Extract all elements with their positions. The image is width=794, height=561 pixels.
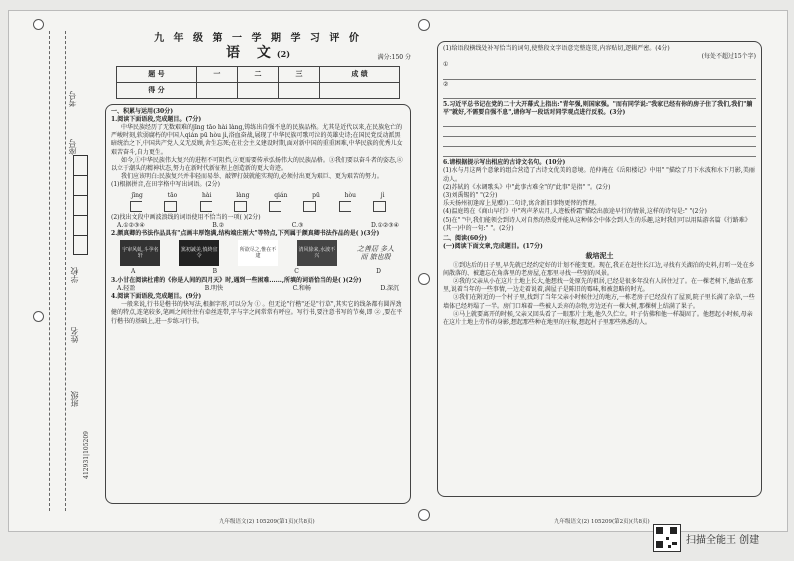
- name-label: 姓名: [70, 327, 79, 343]
- binding-hole: [33, 19, 44, 30]
- score-table: [116, 66, 400, 99]
- calligraphy-image: 之善居 多人而 旅也殷: [356, 245, 395, 262]
- binding-margin: [9, 11, 97, 531]
- right-page: [437, 41, 762, 511]
- question-6-item: (4)温庭筠在《商山早行》中"鸡声茅店月,人迹板桥霜"描绘出旅途早行的情景,这样的诗句是:" "(2分): [443, 208, 707, 216]
- answer-line[interactable]: [443, 148, 756, 157]
- score-value-row: [117, 82, 400, 98]
- seat-number-boxes: [73, 155, 88, 255]
- binding-hole: [33, 311, 44, 322]
- option[interactable]: B.明快: [204, 284, 224, 292]
- answer-line[interactable]: [443, 128, 756, 137]
- score-cell: 得 分: [117, 82, 197, 98]
- question-6-heading: 6.请根据提示写出相应的古诗文名句。(10分): [443, 159, 566, 167]
- character-grid[interactable]: [119, 201, 397, 212]
- qr-code-icon: [653, 524, 681, 552]
- score-cell: 一: [196, 66, 237, 82]
- score-input[interactable]: [320, 82, 400, 98]
- question-1-heading: 1.阅读下面语段,完成题目。(7分): [111, 115, 202, 123]
- question-5-heading: 5.习近平总书记在党的二十大开幕式上指出:"青年强,则国家强。"而有同学说:"我家已经有你的房子住了我们,我们"躺平"就好,不需要自强不息",请你写一段话对同学观点进行反驳。(3分): [443, 100, 753, 117]
- answer-label: ①: [443, 61, 449, 69]
- section-one-panel: [105, 104, 411, 504]
- question-6-item: (5)在" "中,我们能领会到诗人对自然的热爱并能从这种体会中体会到人生的乐趣,这时我们可以用陆游名篇《行路难》(其一)中的一句:" "。(2分): [443, 216, 751, 232]
- section-heading: 二、阅读(60分): [443, 235, 488, 243]
- school-label: 学校: [70, 267, 79, 283]
- pinyin: tāo: [167, 191, 178, 199]
- score-cell: 成 绩: [320, 66, 400, 82]
- pinyin: làng: [236, 191, 250, 199]
- subject-name: 语 文: [225, 45, 277, 62]
- full-score: 满分:150 分: [377, 54, 411, 62]
- option[interactable]: D.深沉: [380, 284, 399, 292]
- cut-line: [65, 31, 66, 511]
- question-2-options: [111, 268, 405, 276]
- answer-line[interactable]: [443, 138, 756, 147]
- pinyin: hài: [202, 191, 212, 199]
- option[interactable]: C.③: [291, 222, 304, 230]
- reading-heading: (一)阅读下面文章,完成题目。(17分): [443, 243, 543, 251]
- option[interactable]: C.和畅: [292, 284, 311, 292]
- question-1-text: 如今,①中华民族伟大复兴的进程不可阻挡,②更需要传承弘扬伟大的民族品格。③我们要以奋斗者的姿态,④以立于潮头的精神状态,努力在新时代新征程上创造新的更大奇迹。: [111, 156, 403, 173]
- essay-paragraph: ②我的父亲从小在这片土地上长大,他想找一处原先的祖居,已经是很多年没有人居住过了。在一棵老树下,他站在那里,说着当年的一些事情,一边走着说着,满屋子是陈旧的霉味,和被忽略的时光。: [443, 278, 753, 294]
- binding-hole: [418, 509, 430, 521]
- answer-label: ②: [443, 80, 449, 88]
- exam-sheet: [8, 10, 788, 532]
- calligraphy-image: 清风徐来,水波不兴: [297, 240, 337, 266]
- score-input[interactable]: [237, 82, 278, 98]
- score-cell: 二: [237, 66, 278, 82]
- question-1-text: 中华民族经历了无数艰难的jīng tāo hài làng,铸练出自强不息的民族品格。尤其是近代以来,在民族危亡的严峻时刻,软弱腐朽的中国人qián pū hòu jì,浴血奋战,展现了中华民族可歌可泣的英雄史诗;在国民党反动派黑暗统治之下,中国共产党人义无反顾,舍生忘死;在社会主义建设时期,面对新中国的重重困难,中华民族的优秀儿女艰苦奋斗,自力更生。: [111, 124, 403, 156]
- binding-hole: [418, 273, 430, 285]
- question-3-options: [111, 285, 405, 293]
- option[interactable]: D.①②③④: [370, 222, 399, 230]
- exam-title: 九 年 级 第 一 学 期 学 习 评 价: [154, 33, 362, 44]
- question-6-item: 乐天扬州初逢席上见赠》)二句诗,寓含新旧事物更替的哲理。: [443, 200, 601, 208]
- option[interactable]: C: [294, 268, 299, 276]
- cut-line: [49, 31, 50, 511]
- score-header-row: [117, 66, 400, 82]
- binding-hole: [418, 19, 430, 31]
- calligraphy-image: 篤初誠美,慎終宜令: [179, 240, 219, 266]
- question-3-heading: 3.小甘在阅读杜甫的《你是人间的四月天》时,遇到一些困难......,所填的词语恰当的是( )(2分): [111, 276, 362, 284]
- pinyin: jīng: [131, 191, 143, 199]
- calligraphy-image: 所欲尽之,惟在不逮: [238, 240, 278, 266]
- question-6-item: (3)刘禹锡的" "(2分): [443, 192, 498, 200]
- left-page: [105, 33, 411, 511]
- page-1-footer: 九年级语文(2) 105209(第1页)(共8页): [219, 519, 315, 525]
- essay-title: 裁培泥土: [585, 251, 614, 261]
- pinyin: qián: [274, 191, 288, 199]
- option[interactable]: A.轻盈: [117, 284, 136, 292]
- question-1-sub1: (1)根据拼音,在田字格中写出词语。(2分): [111, 181, 220, 189]
- question-1-sub2: (2)找出文段中画波浪线的词语使用不恰当的一项( )(2分): [111, 213, 261, 221]
- question-4-text: 一般来说,行书是楷书的快写法,根据字形,可以分为 ① 。但无论"行楷"还是"行草",其实它的线条都有圆浑劲健的特点,连笔较多,笔画之间往往有牵丝连带,字与字之间常常有呼应。写行书,要注意书写的节奏,即 ② ,要在平行楷书的基础上,进一步练习行书。: [111, 301, 403, 325]
- question-4-sub1: (1)给语段横线处补写恰当的词句,使整段文字语意完整连贯,内容贴切,逻辑严密。(4分): [443, 45, 670, 52]
- answer-line[interactable]: [443, 71, 756, 80]
- pinyin: pū: [312, 191, 320, 199]
- option[interactable]: A: [131, 268, 136, 276]
- score-input[interactable]: [196, 82, 237, 98]
- question-4-note: (每处不超过15个字): [701, 53, 756, 61]
- essay-paragraph: ④马上就要离开的时候,父亲又回头看了一眼那片土地,他久久伫立。叶子仿佛和他一样凝固了。他想起小时候,母亲在这片土地上劳作的身影,想起那些种在地里的庄稼,想起村子里那些熟悉的人。: [443, 310, 753, 327]
- essay-paragraph: ③我们在附近的一个村子里,找到了当年父亲小时候住过的地方,一栋老房子已经没有了屋顶,院子里长满了杂草,一些墙体已经坍塌了一半。房门口堆着一些被人丢弃的杂物,旁边还有一棵大树,那棵树上结满了果子。: [443, 294, 755, 310]
- seat-label: 座号: [68, 139, 77, 155]
- option[interactable]: B: [212, 268, 218, 276]
- calligraphy-image: 宇审风虬,斗孕名轩: [120, 240, 160, 266]
- answer-line[interactable]: [443, 118, 756, 127]
- answer-line[interactable]: [443, 90, 756, 99]
- question-4-heading: 4.阅读下面语段,完成题目。(9分): [111, 293, 202, 301]
- question-6-item: (1)水与月这两个意象的组合营造了古诗文优美的意境。范仲淹在《岳阳楼记》中用" "描绘了月下水波和水下月影,美丽动人。: [443, 167, 755, 183]
- class-label: 班级: [70, 391, 79, 407]
- page-2-footer: 九年级语文(2) 105209(第2页)(共8页): [554, 519, 650, 525]
- scanner-brand: 扫描全能王 创建: [686, 535, 760, 546]
- essay-paragraph: ①到达后的日子里,早先就已经约定好的计划不能变更。现在,我正在赶往长江边,寻找有关湖泊的史料,打听一处在乡间散落的、被遗忘在角落里的老房屋,在那里寻找一些别的风景。: [443, 261, 755, 277]
- question-6-item: (2)苏轼的《水调歌头》中"此事古难全"的"此事"是指" "。(2分): [443, 183, 611, 191]
- pinyin: jì: [380, 191, 385, 199]
- pinyin-row: [119, 192, 397, 200]
- exam-no-label: 考号: [68, 91, 77, 107]
- pinyin: hòu: [344, 191, 357, 199]
- score-cell: 题 号: [117, 66, 197, 82]
- exam-code: 412931|105209: [83, 431, 90, 479]
- option[interactable]: D: [376, 268, 381, 276]
- score-cell: 三: [279, 66, 320, 82]
- subject-number: (2): [276, 49, 290, 60]
- question-2-heading: 2.颜真卿的书法作品具有"点画丰厚饱满,结构端庄刚大"等特点,下列属于颜真卿书法作品的是( )(3分): [111, 230, 380, 238]
- option[interactable]: B.②: [212, 222, 225, 230]
- section-heading: 一、积累与运用(30分): [111, 107, 174, 115]
- option[interactable]: A.①②③④: [117, 222, 145, 230]
- score-input[interactable]: [279, 82, 320, 98]
- right-panel: [437, 41, 762, 497]
- calligraphy-samples: [111, 240, 405, 266]
- question-1-text: 我们应该明白:民族复兴并非轻而易举、敲锣打鼓就能实现的,必须付出更为艰巨、更为艰苦的努力。: [121, 173, 383, 181]
